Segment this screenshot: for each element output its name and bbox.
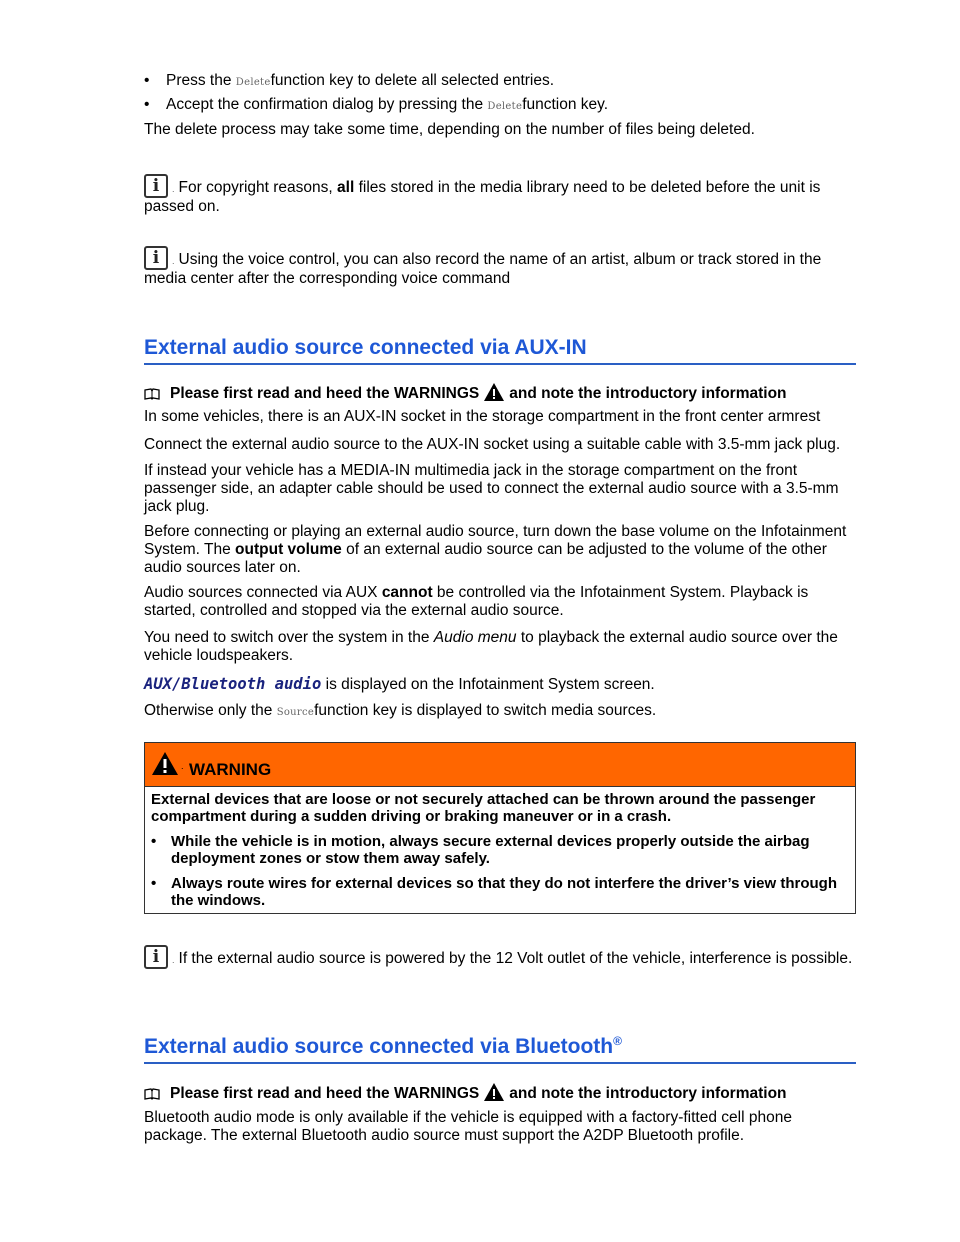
marker: . <box>181 761 184 771</box>
note-text: files stored in the media library need to be deleted before the unit is passed on. <box>144 179 821 215</box>
paragraph <box>144 675 856 694</box>
text: be controlled via the Infotainment System. Playback is started, controlled and stopped via the external audio source. <box>144 584 809 619</box>
registered-mark: ® <box>613 1034 622 1048</box>
marker: . <box>172 955 175 965</box>
paragraph: Bluetooth audio mode is only available if the vehicle is equipped with a factory-fitted cell phone package. The external Bluetooth audio source must support the A2DP Bluetooth profile. <box>144 1109 792 1144</box>
info-note-icon: i <box>144 174 168 198</box>
warning-box <box>144 742 856 914</box>
bullet-text: function key. <box>522 96 609 113</box>
read-first-line <box>144 1082 856 1103</box>
section-heading-bluetooth <box>144 1034 856 1064</box>
warning-text: External devices that are loose or not securely attached can be thrown around the passenger compartment during a sudden driving or braking maneuver or in a crash. <box>151 791 816 825</box>
text: Before connecting or playing an external audio source, turn down the base volume on the Infotainment System. The <box>144 523 847 558</box>
italic-text: Audio menu <box>433 629 517 646</box>
read-first-line <box>144 382 856 403</box>
info-note-icon: i <box>144 945 168 969</box>
heading-text: External audio source connected via AUX-IN <box>144 336 587 359</box>
note-12v-outlet <box>144 945 856 969</box>
paragraph <box>144 629 856 665</box>
marker: . <box>172 256 175 266</box>
text: function key is displayed to switch media sources. <box>314 702 657 719</box>
read-first-text: Please first read and heed the WARNINGS <box>170 385 480 402</box>
marker: . <box>172 184 175 194</box>
paragraph: In some vehicles, there is an AUX-IN socket in the storage compartment in the front center armrest <box>144 408 821 425</box>
book-icon <box>144 388 160 400</box>
bullet-text: Press the <box>166 72 236 89</box>
note-text: For copyright reasons, <box>178 179 338 196</box>
warning-header <box>145 743 855 787</box>
bold-text: cannot <box>381 584 433 601</box>
bullet-text: function key to delete all selected entries. <box>270 72 555 89</box>
text: of an external audio source can be adjusted to the volume of the other audio sources later on. <box>144 541 827 576</box>
delete-function-key: Delete <box>235 77 271 88</box>
text: to playback the external audio source over the vehicle loudspeakers. <box>144 629 838 664</box>
note-text: If the external audio source is powered by the 12 Volt outlet of the vehicle, interference is possible. <box>178 950 853 967</box>
note-text: Using the voice control, you can also record the name of an artist, album or track stored in the media center after the corresponding voice command <box>144 251 822 287</box>
screen-text: AUX/Bluetooth audio <box>144 675 322 693</box>
paragraph: If instead your vehicle has a MEDIA-IN multimedia jack in the storage compartment on the front passenger side, an adapter cable should be used to connect the external audio source with a 3.5-mm jack plug. <box>144 462 839 515</box>
list-item <box>144 96 856 116</box>
text: You need to switch over the system in the <box>144 629 434 646</box>
source-function-key: Source <box>276 707 315 718</box>
warning-bullet-text: Always route wires for external devices so that they do not interfere the driver’s view through the windows. <box>171 875 838 909</box>
warning-title: WARNING <box>189 760 272 779</box>
text: Otherwise only the <box>144 702 277 719</box>
warning-bullet <box>151 875 851 909</box>
note-voice-control <box>144 246 856 288</box>
paragraph <box>144 584 856 620</box>
warning-bullet <box>151 833 851 867</box>
warning-triangle-icon <box>483 382 505 402</box>
delete-function-key: Delete <box>487 101 523 112</box>
bullet-marker: • <box>151 875 157 892</box>
list-item <box>144 72 856 92</box>
paragraph: The delete process may take some time, depending on the number of files being deleted. <box>144 121 755 138</box>
warning-triangle-icon <box>151 751 179 776</box>
info-note-icon: i <box>144 246 168 270</box>
bullet-text: Accept the confirmation dialog by pressing the <box>166 96 488 113</box>
warning-bullet-text: While the vehicle is in motion, always secure external devices properly outside the airbag deployment zones or stow them away safely. <box>171 833 810 867</box>
read-first-text: and note the introductory information <box>509 385 787 402</box>
paragraph <box>144 702 856 722</box>
read-first-text: Please first read and heed the WARNINGS <box>170 1085 480 1102</box>
warning-body <box>151 791 851 917</box>
bullet-marker: • <box>144 72 150 89</box>
book-icon <box>144 1088 160 1100</box>
text: is displayed on the Infotainment System screen. <box>321 676 655 693</box>
section-heading-aux <box>144 335 856 365</box>
bold-text: output volume <box>235 541 342 558</box>
note-bold: all <box>337 179 355 196</box>
bullet-marker: • <box>151 833 157 850</box>
warning-triangle-icon <box>483 1082 505 1102</box>
text: Audio sources connected via AUX <box>144 584 382 601</box>
read-first-text: and note the introductory information <box>509 1085 787 1102</box>
heading-text: External audio source connected via Bluetooth <box>144 1035 614 1058</box>
paragraph <box>144 523 856 577</box>
note-copyright <box>144 174 856 216</box>
paragraph: Connect the external audio source to the AUX-IN socket using a suitable cable with 3.5-mm jack plug. <box>144 436 841 453</box>
bullet-marker: • <box>144 96 150 113</box>
